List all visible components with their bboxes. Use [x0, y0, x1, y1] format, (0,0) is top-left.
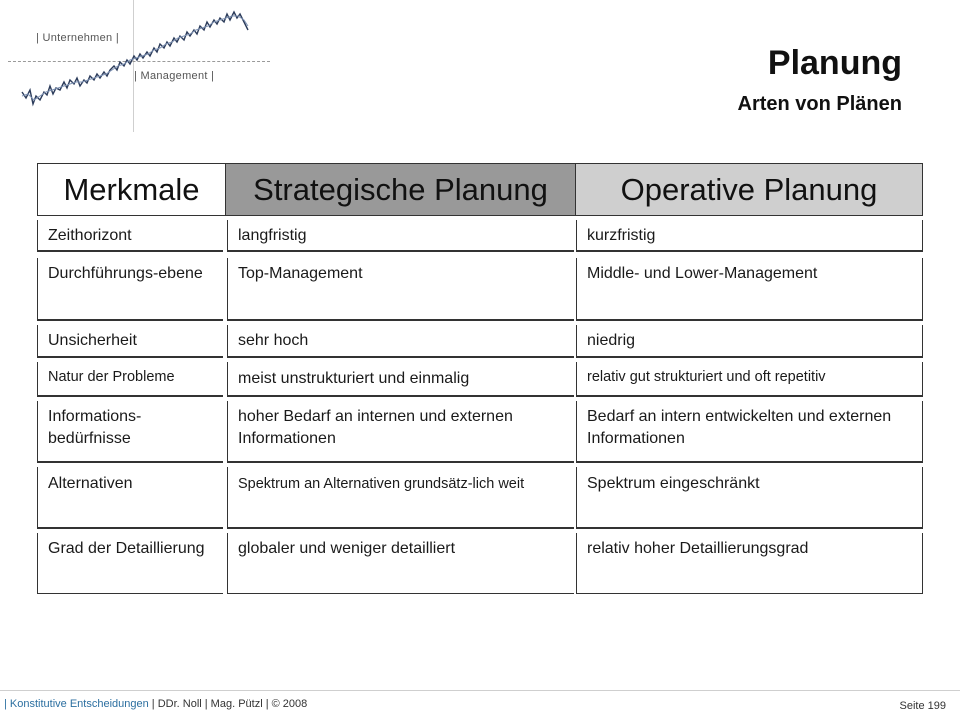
page-number: Seite 199: [899, 700, 946, 712]
row-alternativen-operativ: Spektrum eingeschränkt: [576, 467, 923, 529]
row-informationsbeduerfnisse-merkmal: Informations-bedürfnisse: [37, 401, 223, 463]
row-unsicherheit-strategisch: sehr hoch: [227, 325, 574, 358]
stock-chart-icon: [0, 0, 290, 135]
row-natur-operativ: relativ gut strukturiert und oft repetitiv: [576, 362, 923, 397]
page-subtitle: Arten von Plänen: [737, 93, 902, 115]
column-header-operativ: Operative Planung: [576, 163, 923, 216]
footer-text: [4, 698, 307, 710]
row-zeithorizont-operativ: kurzfristig: [576, 220, 923, 252]
row-detaillierung-strategisch: globaler und weniger detailliert: [227, 533, 574, 594]
footer-authors: | DDr. Noll | Mag. Pützl | © 2008: [148, 698, 308, 710]
row-informationsbeduerfnisse-strategisch: hoher Bedarf an internen und externen Informationen: [227, 401, 574, 463]
column-header-strategisch: Strategische Planung: [225, 163, 576, 216]
row-detaillierung-operativ: relativ hoher Detaillierungsgrad: [576, 533, 923, 594]
row-natur-strategisch: meist unstrukturiert und einmalig: [227, 362, 574, 397]
row-natur-merkmal: Natur der Probleme: [37, 362, 223, 397]
logo: [0, 0, 290, 135]
row-durchfuehrungsebene-merkmal: Durchführungs-ebene: [37, 258, 223, 321]
footer-section: | Konstitutive Entscheidungen: [4, 698, 149, 710]
row-zeithorizont-strategisch: langfristig: [227, 220, 574, 252]
column-header-merkmale: Merkmale: [37, 163, 225, 216]
footer-divider: [0, 690, 960, 691]
row-alternativen-merkmal: Alternativen: [37, 467, 223, 529]
row-unsicherheit-merkmal: Unsicherheit: [37, 325, 223, 358]
row-unsicherheit-operativ: niedrig: [576, 325, 923, 358]
row-informationsbeduerfnisse-operativ: Bedarf an intern entwickelten und externen Informationen: [576, 401, 923, 463]
row-alternativen-strategisch: Spektrum an Alternativen grundsätz-lich weit: [227, 467, 574, 529]
row-durchfuehrungsebene-operativ: Middle- und Lower-Management: [576, 258, 923, 321]
row-detaillierung-merkmal: Grad der Detaillierung: [37, 533, 223, 594]
logo-label-management: | Management |: [134, 70, 215, 82]
row-zeithorizont-merkmal: Zeithorizont: [37, 220, 223, 252]
row-durchfuehrungsebene-strategisch: Top-Management: [227, 258, 574, 321]
page-title: Planung: [767, 44, 902, 82]
logo-label-unternehmen: | Unternehmen |: [36, 32, 119, 44]
